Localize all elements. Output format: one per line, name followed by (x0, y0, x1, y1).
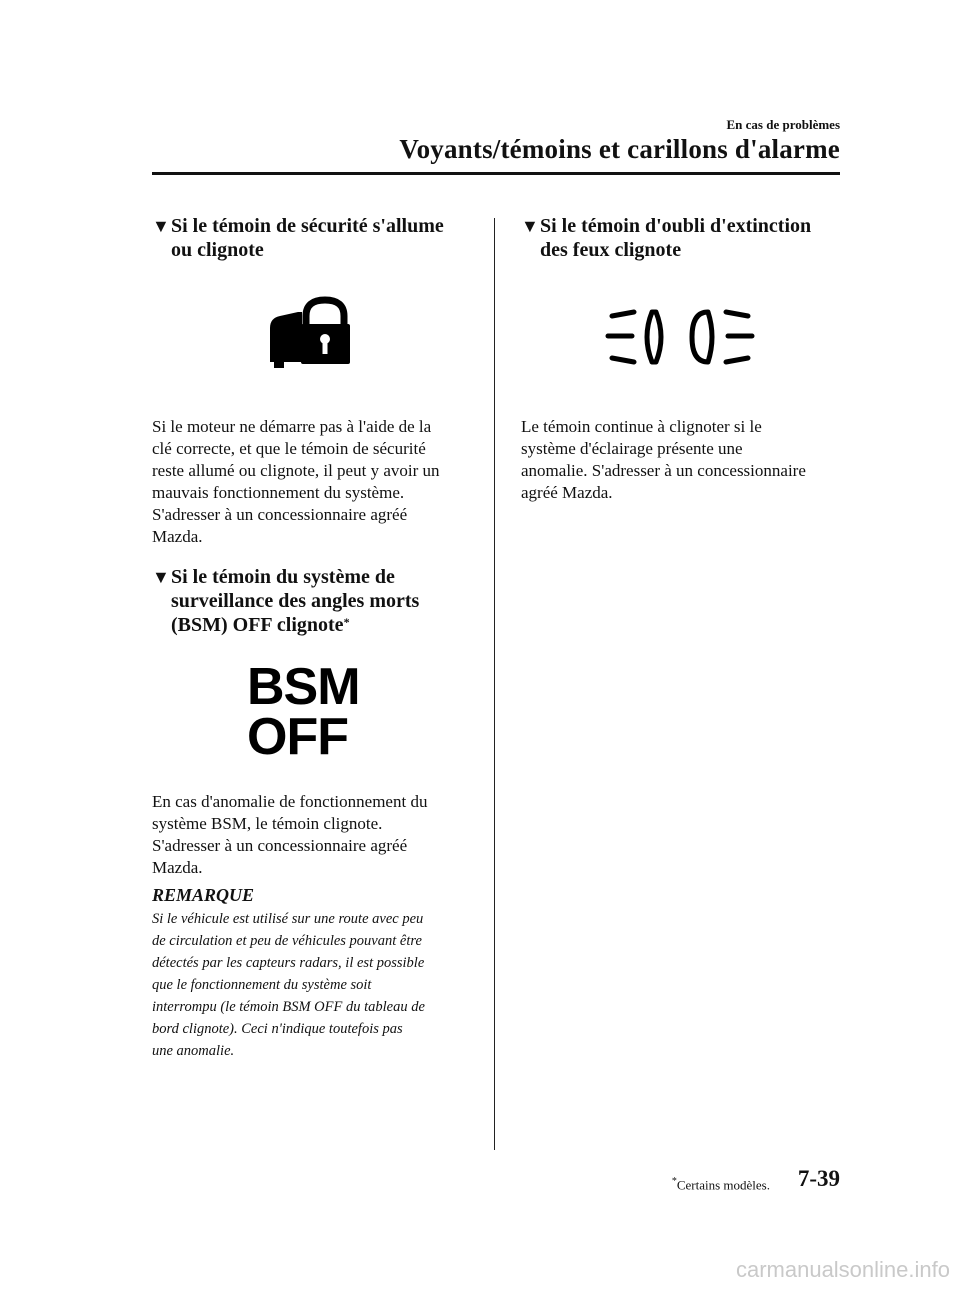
chapter-title: En cas de problèmes (726, 117, 840, 132)
note-body: Si le véhicule est utilisé sur une route avec peu de circulation et peu de véhicules pouvant être détectés par les capteurs radars, il est possible que le fonctionnement du système soit interrompu (le témoin BSM OFF du tableau de bord clignote). Ceci n'indique toutefois pas une anomalie. (152, 911, 425, 1059)
footer-note: *Certains modèles. (671, 1176, 770, 1193)
security-paragraph: Si le moteur ne démarre pas à l'aide de la clé correcte, et que le témoin de sécurité reste allumé ou clignote, il peut y avoir un mauvais fonctionnement du système. S'adresser à un concessionnaire agréé Mazda. (152, 417, 440, 546)
security-lock-icon (268, 296, 352, 368)
section-heading-bsm: ▼ Si le témoin du système de surveillance des angles morts (BSM) OFF clignote* (152, 566, 420, 636)
section-marker: ▼ (152, 567, 170, 587)
watermark: carmanualsonline.info (735, 1257, 950, 1282)
section-marker: ▼ (152, 216, 170, 236)
note-title: REMARQUE (152, 885, 255, 905)
column-divider (494, 218, 495, 1150)
bsm-paragraph: En cas d'anomalie de fonctionnement du système BSM, le témoin clignote. S'adresser à un concessionnaire agréé Mazda. (152, 792, 428, 877)
lights-on-icon (604, 302, 756, 372)
bsm-off-icon: BSM OFF (247, 658, 360, 766)
page-number: 7-39 (797, 1166, 840, 1191)
certain-models-asterisk: * (343, 615, 350, 629)
footer-asterisk: * (671, 1176, 677, 1187)
section-heading-security: ▼ Si le témoin de sécurité s'allume ou clignote (152, 215, 444, 261)
section-heading-lights: ▼ Si le témoin d'oubli d'extinction des feux clignote (521, 215, 812, 261)
lights-paragraph: Le témoin continue à clignoter si le système d'éclairage présente une anomalie. S'adresser à un concessionnaire agréé Mazda. (521, 417, 806, 502)
section-marker: ▼ (521, 216, 539, 236)
header-divider (152, 172, 840, 175)
page-title: Voyants/témoins et carillons d'alarme (399, 134, 840, 164)
